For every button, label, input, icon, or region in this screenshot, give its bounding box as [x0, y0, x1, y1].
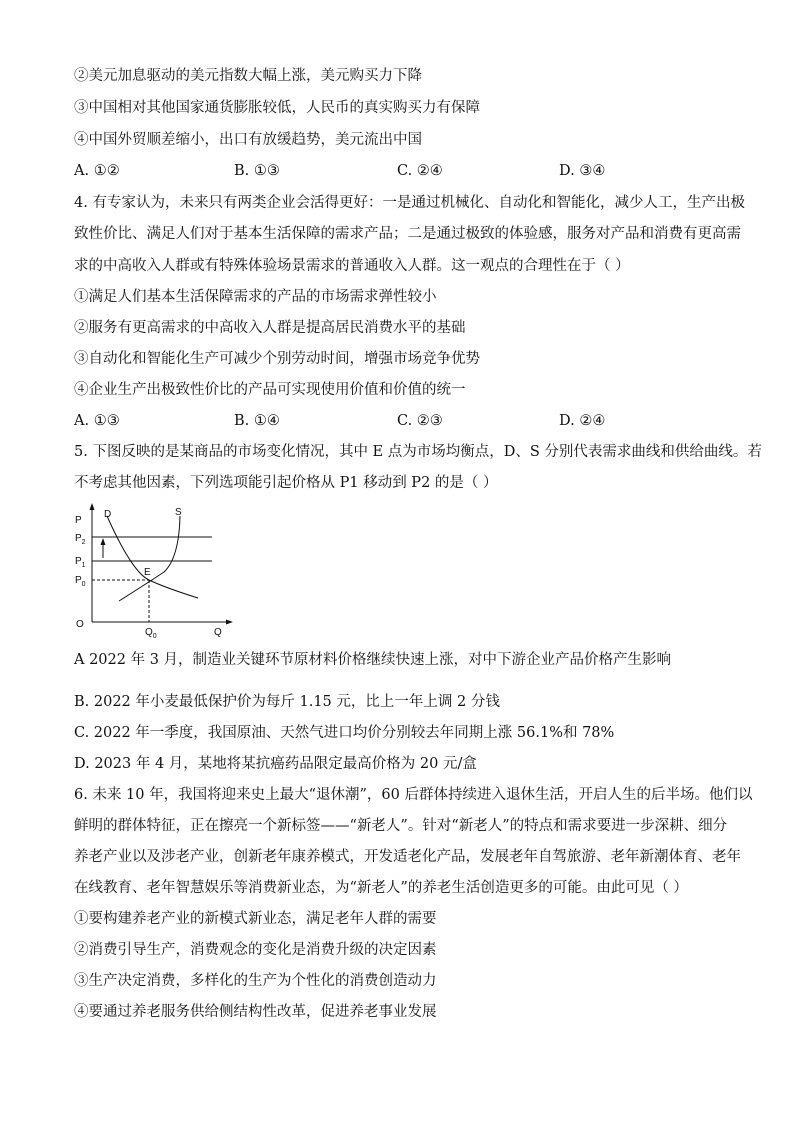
- q6-stem-line-4: 在线教育、老年智慧娱乐等消费新业态，为“新老人”的养老生活创造更多的可能。由此可见（ ）: [74, 880, 688, 896]
- q3-statement-3: ③中国相对其他国家通货膨胀较低，人民币的真实购买力有保障: [74, 100, 480, 116]
- demand-curve: [107, 516, 198, 598]
- price-rise-arrowhead: [101, 538, 106, 545]
- q6-statement-1: ①要构建养老产业的新模式新业态，满足老年人群的需要: [74, 911, 437, 927]
- q3-statement-2: ②美元加息驱动的美元指数大幅上涨，美元购买力下降: [74, 68, 422, 84]
- q6-stem-line-3: 养老产业以及涉老产业，创新老年康养模式，开发适老化产品，发展老年自驾旅游、老年新潮体育、老年: [74, 849, 741, 865]
- q0-label: $Q_0$: [145, 627, 157, 640]
- q4-stem-line-2: 致性价比、满足人们对于基本生活保障的需求产品；二是通过极致的体验感，服务对产品和消费有更高需: [74, 226, 741, 242]
- q4-option-d: D. ②④: [559, 413, 606, 429]
- x-axis-label: Q: [214, 627, 222, 638]
- x-axis-arrow: [226, 620, 233, 625]
- q5-option-b: B. 2022 年小麦最低保护价为每斤 1.15 元，比上一年上调 2 分钱: [74, 694, 500, 710]
- q4-options: [74, 411, 734, 431]
- q6-statement-4: ④要通过养老服务供给侧结构性改革，促进养老事业发展: [74, 1004, 437, 1020]
- q4-statement-4: ④企业生产出极致性价比的产品可实现使用价值和价值的统一: [74, 382, 466, 398]
- p1-label: $P_1$: [75, 556, 86, 569]
- q5-stem-line-2: 不考虑其他因素，下列选项能引起价格从 P1 移动到 P2 的是（ ）: [74, 475, 498, 491]
- q4-option-a: A. ①③: [74, 413, 120, 429]
- q4-stem-line-3: 求的中高收入人群或有特殊体验场景需求的普通收入人群。这一观点的合理性在于（ ）: [74, 258, 630, 274]
- q5-stem-line-1: 5. 下图反映的是某商品的市场变化情况，其中 E 点为市场均衡点，D、S 分别代表需求曲线和供给曲线。若: [74, 444, 762, 460]
- demand-label: D: [104, 509, 112, 520]
- q3-option-b: B. ①③: [234, 163, 280, 179]
- q4-statement-3: ③自动化和智能化生产可减少个别劳动时间，增强市场竞争优势: [74, 351, 480, 367]
- y-axis-arrow: [90, 503, 95, 510]
- q6-stem-line-2: 鲜明的群体特征，正在擦亮一个新标签——“新老人”。针对“新老人”的特点和需求要进一步深耕、细分: [74, 818, 728, 834]
- q6-statement-2: ②消费引导生产，消费观念的变化是消费升级的决定因素: [74, 942, 437, 958]
- q6-statement-3: ③生产决定消费，多样化的生产为个性化的消费创造动力: [74, 973, 437, 989]
- p2-label: $P_2$: [75, 533, 86, 546]
- q5-option-a: A 2022 年 3 月，制造业关键环节原材料价格继续快速上涨，对中下游企业产品价格产生影响: [74, 652, 672, 668]
- q4-statement-1: ①满足人们基本生活保障需求的产品的市场需求弹性较小: [74, 289, 437, 305]
- q4-option-b: B. ①④: [234, 413, 280, 429]
- p0-label: $P_0$: [75, 575, 86, 588]
- q4-statement-2: ②服务有更高需求的中高收入人群是提高居民消费水平的基础: [74, 320, 466, 336]
- q4-stem-line-1: 4. 有专家认为，未来只有两类企业会活得更好：一是通过机械化、自动化和智能化，减少人工，生产出极: [74, 195, 745, 211]
- supply-label: S: [175, 507, 182, 518]
- q5-option-c: C. 2022 年一季度，我国原油、天然气进口均价分别较去年同期上涨 56.1%和 78%: [74, 725, 615, 741]
- q3-options: [74, 161, 734, 181]
- equilibrium-label: E: [144, 567, 151, 578]
- q5-option-d: D. 2023 年 4 月，某地将某抗癌药品限定最高价格为 20 元/盒: [74, 756, 477, 772]
- q6-stem-line-1: 6. 未来 10 年，我国将迎来史上最大“退休潮”，60 后群体持续进入退休生活，开启人生的后半场。他们以: [74, 787, 753, 803]
- supply-curve: [119, 516, 180, 601]
- y-axis-label: P: [75, 515, 82, 526]
- q3-option-c: C. ②④: [397, 163, 443, 179]
- q4-option-c: C. ②③: [397, 413, 443, 429]
- q3-statement-4: ④中国外贸顺差缩小，出口有放缓趋势，美元流出中国: [74, 132, 422, 148]
- q3-option-a: A. ①②: [74, 163, 120, 179]
- supply-demand-graph: [70, 500, 240, 640]
- origin-label: O: [76, 619, 84, 630]
- q3-option-d: D. ③④: [559, 163, 606, 179]
